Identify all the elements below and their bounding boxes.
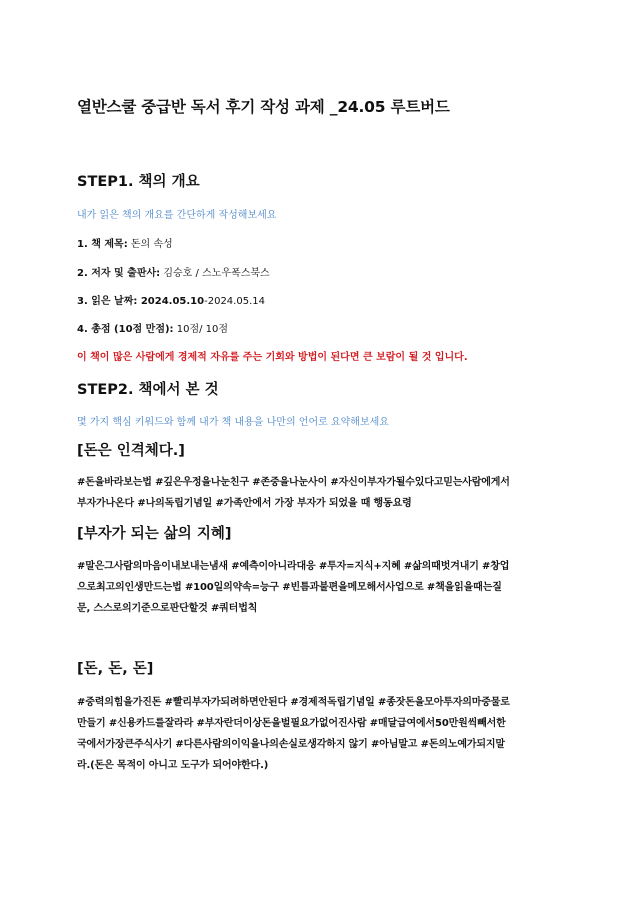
keyword-line: #말은그사람의마음이내보내는냄새 #예측이아니라대응 #투자=지식+지혜 #삶의때벗겨내기 #창업 xyxy=(77,561,510,572)
step2-heading: STEP2. 책에서 본 것 xyxy=(77,382,219,398)
section-keywords-wisdom xyxy=(77,556,567,619)
keyword-line: #돈을바라보는법 #깊은우정을나눈친구 #존중을나눈사이 #자신이부자가될수있다고믿는사람에게서 xyxy=(77,477,510,488)
step1-guide: 내가 읽은 책의 개요를 간단하게 작성해보세요 xyxy=(77,210,277,221)
field-label: 2. 저자 및 출판사: xyxy=(77,268,161,279)
field-value-end: -2024.05.14 xyxy=(204,296,265,307)
field-value: 김승호 / 스노우폭스북스 xyxy=(160,268,270,279)
field-score xyxy=(77,320,228,335)
highlight-note: 이 책이 많은 사람에게 경제적 자유를 주는 기회와 방법이 된다면 큰 보람이 될 것 입니다. xyxy=(77,352,468,363)
field-label: 3. 읽은 날짜: xyxy=(77,296,138,307)
field-read-date xyxy=(77,292,265,307)
field-label: 1. 책 제목: xyxy=(77,239,128,250)
field-value: 10점/ 10점 xyxy=(173,324,229,335)
keyword-line: 라.(돈은 목적이 아니고 도구가 되어야한다.) xyxy=(77,760,269,771)
keyword-line: 만들기 #신용카드를잘라라 #부자란더이상돈을벌필요가없어진사람 #매달급여에서50만원씩빼서한 xyxy=(77,718,506,729)
field-book-title xyxy=(77,235,173,250)
keyword-line: 국에서가장큰주식사기 #다른사람의이익을나의손실로생각하지 않기 #아님말고 #돈의노예가되지말 xyxy=(77,739,505,750)
document-title: 열반스쿨 중급반 독서 후기 작성 과제 _24.05 루트버드 xyxy=(77,98,450,116)
section-title-money-is-person: [돈은 인격체다.] xyxy=(77,443,185,459)
section-title-wisdom: [부자가 되는 삶의 지혜] xyxy=(77,526,232,542)
section-keywords-money xyxy=(77,692,567,776)
keyword-line: 부자가나온다 #나의독립기념일 #가족안에서 가장 부자가 되었을 때 행동요령 xyxy=(77,498,412,509)
keyword-line: 으로최고의인생만드는법 #100일의약속=능구 #빈틈과불편을메모해서사업으로 #책을읽을때는질 xyxy=(77,582,502,593)
keyword-line: 문, 스스로의기준으로판단할것 #쿼터법칙 xyxy=(77,603,258,614)
section-title-money: [돈, 돈, 돈] xyxy=(77,661,154,677)
field-label: 4. 총점 (10점 만점): xyxy=(77,324,174,335)
step1-heading: STEP1. 책의 개요 xyxy=(77,174,200,190)
field-author-publisher xyxy=(77,264,270,279)
section-keywords-money-is-person xyxy=(77,472,567,514)
keyword-line: #중력의힘을가진돈 #빨리부자가되려하면안된다 #경제적독립기념일 #종잣돈을모아투자의마중물로 xyxy=(77,697,510,708)
step2-guide: 몇 가지 핵심 키워드와 함께 내가 책 내용을 나만의 언어로 요약해보세요 xyxy=(77,417,389,428)
field-value-start: 2024.05.10 xyxy=(137,296,205,307)
field-value: 돈의 속성 xyxy=(127,239,173,250)
